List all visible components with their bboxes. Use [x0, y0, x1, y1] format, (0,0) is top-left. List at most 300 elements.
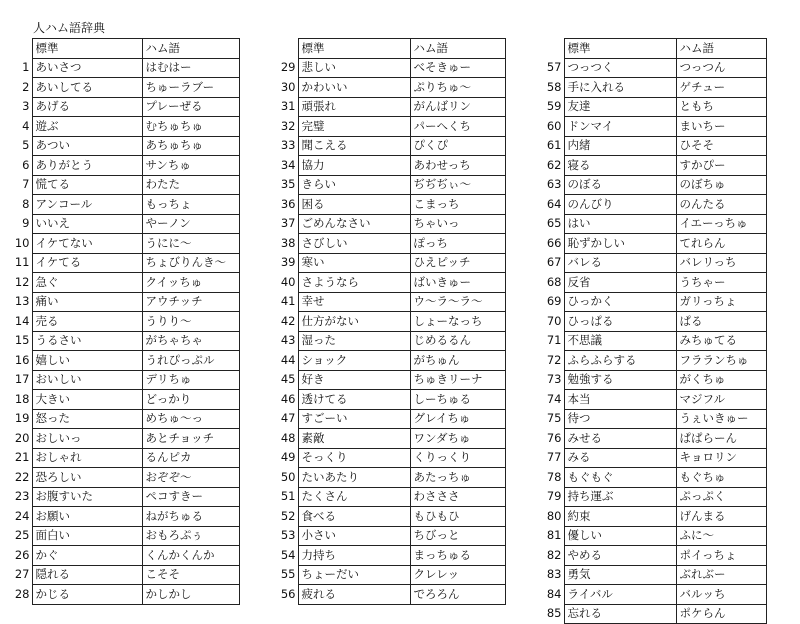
header-standard: 標準: [564, 39, 676, 59]
row-number: 5: [22, 138, 30, 153]
hamugo-word: マジフル: [676, 390, 766, 410]
hamugo-word: まいちー: [676, 117, 766, 137]
row-number: 45: [280, 372, 296, 387]
hamugo-word: くりっくり: [410, 448, 505, 468]
hamugo-word: もひもひ: [410, 507, 505, 527]
row-number: 15: [14, 333, 30, 348]
hamugo-word: めちゅ～っ: [142, 409, 239, 429]
row-number: 76: [546, 430, 562, 445]
row-number: 83: [546, 567, 562, 582]
standard-word: みる: [564, 448, 676, 468]
hamugo-word: もぐちゅ: [676, 468, 766, 488]
row-number: 61: [546, 138, 562, 153]
table-row: [280, 273, 505, 293]
row-number: 81: [546, 528, 562, 543]
row-number: 59: [546, 99, 562, 114]
table-row: [280, 390, 505, 410]
table-row: [546, 195, 766, 215]
hamugo-word: ぷりちゅ～: [410, 78, 505, 98]
hamugo-word: どっかり: [142, 390, 239, 410]
standard-word: 悲しい: [298, 58, 410, 78]
hamugo-word: ゲチュー: [676, 78, 766, 98]
row-number: 41: [280, 294, 296, 309]
table-row: [14, 78, 239, 98]
standard-word: 協力: [298, 156, 410, 176]
table-row: [14, 331, 239, 351]
standard-word: 面白い: [32, 526, 142, 546]
row-number: 85: [546, 606, 562, 621]
row-number: 54: [280, 547, 296, 562]
standard-word: きらい: [298, 175, 410, 195]
row-number: 9: [22, 216, 30, 231]
hamugo-word: もっちょ: [142, 195, 239, 215]
row-number: 62: [546, 157, 562, 172]
hamugo-word: でろろん: [410, 585, 505, 605]
standard-word: もぐもぐ: [564, 468, 676, 488]
table-row: [280, 234, 505, 254]
row-number: 60: [546, 118, 562, 133]
hamugo-word: ともち: [676, 97, 766, 117]
row-number: 49: [280, 450, 296, 465]
standard-word: すごーい: [298, 409, 410, 429]
hamugo-word: あとチョッチ: [142, 429, 239, 449]
hamugo-word: サンちゅ: [142, 156, 239, 176]
standard-word: 勇気: [564, 565, 676, 585]
table-row: [280, 292, 505, 312]
table-row: [14, 565, 239, 585]
hamugo-word: べそきゅー: [410, 58, 505, 78]
row-number: 82: [546, 547, 562, 562]
hamugo-word: あわせっち: [410, 156, 505, 176]
table-row: [546, 390, 766, 410]
table-row: [280, 78, 505, 98]
hamugo-word: うにに～: [142, 234, 239, 254]
standard-word: あげる: [32, 97, 142, 117]
row-number: 57: [546, 60, 562, 75]
row-number: 25: [14, 528, 30, 543]
table-row: [14, 585, 239, 605]
table-row: [546, 370, 766, 390]
table-row: [546, 175, 766, 195]
hamugo-word: あたっちゅ: [410, 468, 505, 488]
row-number: 77: [546, 450, 562, 465]
table-row: [14, 429, 239, 449]
row-number: 64: [546, 196, 562, 211]
table-header-row: [14, 39, 239, 59]
standard-word: 恥ずかしい: [564, 234, 676, 254]
table-row: [14, 468, 239, 488]
row-number: 7: [22, 177, 30, 192]
row-number: 13: [14, 294, 30, 309]
header-standard: 標準: [32, 39, 142, 59]
row-number: 48: [280, 430, 296, 445]
standard-word: イケてる: [32, 253, 142, 273]
row-number: 32: [280, 118, 296, 133]
standard-word: つっつく: [564, 58, 676, 78]
standard-word: かぐ: [32, 546, 142, 566]
table-row: [546, 117, 766, 137]
row-number: 39: [280, 255, 296, 270]
hamugo-word: キョロリン: [676, 448, 766, 468]
table-row: [280, 58, 505, 78]
row-number: 29: [280, 60, 296, 75]
standard-word: 透けてる: [298, 390, 410, 410]
standard-word: アンコール: [32, 195, 142, 215]
table-row: [14, 273, 239, 293]
table-row: [14, 448, 239, 468]
row-number: 75: [546, 411, 562, 426]
hamugo-word: ポケらん: [676, 604, 766, 624]
hamugo-word: しょーなっち: [410, 312, 505, 332]
standard-word: やめる: [564, 546, 676, 566]
row-number: 47: [280, 411, 296, 426]
table-row: [280, 409, 505, 429]
row-number: 6: [22, 157, 30, 172]
hamugo-word: すかぴー: [676, 156, 766, 176]
hamugo-word: イエーっちゅ: [676, 214, 766, 234]
hamugo-word: うちゃー: [676, 273, 766, 293]
table-row: [14, 136, 239, 156]
table-row: [546, 409, 766, 429]
hamugo-word: ウ～ラ～ラ～: [410, 292, 505, 312]
row-number: 22: [14, 469, 30, 484]
row-number: 16: [14, 352, 30, 367]
table-row: [280, 117, 505, 137]
standard-word: 寒い: [298, 253, 410, 273]
table-row: [280, 429, 505, 449]
standard-word: あいさつ: [32, 58, 142, 78]
standard-word: 寝る: [564, 156, 676, 176]
table-row: [14, 546, 239, 566]
standard-word: のぼる: [564, 175, 676, 195]
standard-word: 嬉しい: [32, 351, 142, 371]
table-row: [546, 565, 766, 585]
table-row: [546, 78, 766, 98]
hamugo-word: ひそそ: [676, 136, 766, 156]
table-row: [280, 97, 505, 117]
table-row: [546, 487, 766, 507]
hamugo-word: うりり～: [142, 312, 239, 332]
standard-word: ありがとう: [32, 156, 142, 176]
dictionary-table-1: [14, 38, 240, 605]
standard-word: 疲れる: [298, 585, 410, 605]
standard-word: かじる: [32, 585, 142, 605]
row-number: 19: [14, 411, 30, 426]
hamugo-word: ぷっぷく: [676, 487, 766, 507]
table-row: [14, 156, 239, 176]
table-row: [280, 312, 505, 332]
standard-word: 湿った: [298, 331, 410, 351]
table-row: [546, 604, 766, 624]
table-row: [14, 97, 239, 117]
table-row: [14, 234, 239, 254]
table-row: [546, 468, 766, 488]
table-row: [14, 312, 239, 332]
table-row: [546, 585, 766, 605]
row-number: 79: [546, 489, 562, 504]
hamugo-word: ぱる: [676, 312, 766, 332]
table-row: [280, 214, 505, 234]
table-row: [546, 448, 766, 468]
hamugo-word: ちょびりんき～: [142, 253, 239, 273]
table-row: [280, 448, 505, 468]
table-row: [14, 292, 239, 312]
row-number: 73: [546, 372, 562, 387]
hamugo-word: ペコすきー: [142, 487, 239, 507]
standard-word: 本当: [564, 390, 676, 410]
hamugo-word: ワンダちゅ: [410, 429, 505, 449]
hamugo-word: がちゅん: [410, 351, 505, 371]
hamugo-word: てれらん: [676, 234, 766, 254]
standard-word: あつい: [32, 136, 142, 156]
dictionary-table-3: [546, 38, 767, 624]
row-number: 69: [546, 294, 562, 309]
dictionary-table-2: [280, 38, 506, 605]
hamugo-word: みちゅてる: [676, 331, 766, 351]
header-number-cell: [546, 39, 564, 59]
standard-word: 仕方がない: [298, 312, 410, 332]
table-row: [546, 312, 766, 332]
hamugo-word: バレリっち: [676, 253, 766, 273]
hamugo-word: ねがちゅる: [142, 507, 239, 527]
row-number: 67: [546, 255, 562, 270]
standard-word: バレる: [564, 253, 676, 273]
standard-word: ごめんなさい: [298, 214, 410, 234]
header-hamugo: ハム語: [142, 39, 239, 59]
table-row: [546, 136, 766, 156]
hamugo-word: グレイちゅ: [410, 409, 505, 429]
standard-word: 幸せ: [298, 292, 410, 312]
hamugo-word: ちびっと: [410, 526, 505, 546]
row-number: 65: [546, 216, 562, 231]
standard-word: 遊ぶ: [32, 117, 142, 137]
standard-word: 約束: [564, 507, 676, 527]
hamugo-word: のぼちゅ: [676, 175, 766, 195]
table-row: [546, 351, 766, 371]
standard-word: うるさい: [32, 331, 142, 351]
table-row: [280, 370, 505, 390]
row-number: 35: [280, 177, 296, 192]
row-number: 51: [280, 489, 296, 504]
row-number: 27: [14, 567, 30, 582]
standard-word: たくさん: [298, 487, 410, 507]
hamugo-word: ひえピッチ: [410, 253, 505, 273]
standard-word: 隠れる: [32, 565, 142, 585]
table-row: [14, 351, 239, 371]
standard-word: はい: [564, 214, 676, 234]
header-number-cell: [14, 39, 32, 59]
table-row: [546, 234, 766, 254]
hamugo-word: クレレッ: [410, 565, 505, 585]
hamugo-word: しーちゅる: [410, 390, 505, 410]
standard-word: 慌てる: [32, 175, 142, 195]
hamugo-word: ぱぱらーん: [676, 429, 766, 449]
row-number: 12: [14, 274, 30, 289]
hamugo-word: こそそ: [142, 565, 239, 585]
hamugo-word: じめるるん: [410, 331, 505, 351]
header-hamugo: ハム語: [676, 39, 766, 59]
table-row: [280, 585, 505, 605]
standard-word: ちょーだい: [298, 565, 410, 585]
standard-word: おしいっ: [32, 429, 142, 449]
standard-word: おいしい: [32, 370, 142, 390]
table-row: [14, 390, 239, 410]
standard-word: ひっぱる: [564, 312, 676, 332]
standard-word: ショック: [298, 351, 410, 371]
standard-word: 忘れる: [564, 604, 676, 624]
hamugo-word: がんばリン: [410, 97, 505, 117]
table-row: [546, 292, 766, 312]
row-number: 34: [280, 157, 296, 172]
standard-word: 聞こえる: [298, 136, 410, 156]
standard-word: 友達: [564, 97, 676, 117]
standard-word: 反省: [564, 273, 676, 293]
standard-word: 内緒: [564, 136, 676, 156]
row-number: 28: [14, 586, 30, 601]
hamugo-word: げんまる: [676, 507, 766, 527]
standard-word: 待つ: [564, 409, 676, 429]
table-row: [546, 97, 766, 117]
table-row: [280, 136, 505, 156]
row-number: 70: [546, 313, 562, 328]
hamugo-word: ポイっちょ: [676, 546, 766, 566]
table-row: [14, 487, 239, 507]
standard-word: さようなら: [298, 273, 410, 293]
row-number: 1: [22, 60, 30, 75]
standard-word: ライバル: [564, 585, 676, 605]
hamugo-word: ちゅきリーナ: [410, 370, 505, 390]
table-row: [546, 507, 766, 527]
row-number: 8: [22, 196, 30, 211]
hamugo-word: アウチッチ: [142, 292, 239, 312]
standard-word: 恐ろしい: [32, 468, 142, 488]
standard-word: 力持ち: [298, 546, 410, 566]
standard-word: 急ぐ: [32, 273, 142, 293]
table-row: [280, 156, 505, 176]
standard-word: 好き: [298, 370, 410, 390]
table-row: [546, 429, 766, 449]
table-row: [14, 409, 239, 429]
row-number: 24: [14, 508, 30, 523]
hamugo-word: まっちゅる: [410, 546, 505, 566]
standard-word: あいしてる: [32, 78, 142, 98]
standard-word: 頑張れ: [298, 97, 410, 117]
row-number: 53: [280, 528, 296, 543]
hamugo-word: おぞぞ～: [142, 468, 239, 488]
standard-word: そっくり: [298, 448, 410, 468]
hamugo-word: バルッち: [676, 585, 766, 605]
standard-word: たいあたり: [298, 468, 410, 488]
header-standard: 標準: [298, 39, 410, 59]
row-number: 40: [280, 274, 296, 289]
hamugo-word: ちゃいっ: [410, 214, 505, 234]
row-number: 50: [280, 469, 296, 484]
row-number: 17: [14, 372, 30, 387]
hamugo-word: おもろぷぅ: [142, 526, 239, 546]
row-number: 84: [546, 586, 562, 601]
hamugo-word: わたた: [142, 175, 239, 195]
table-row: [14, 214, 239, 234]
hamugo-word: デリちゅ: [142, 370, 239, 390]
header-number-cell: [280, 39, 298, 59]
standard-word: 勉強する: [564, 370, 676, 390]
table-row: [280, 175, 505, 195]
hamugo-word: ガリっちょ: [676, 292, 766, 312]
standard-word: 困る: [298, 195, 410, 215]
standard-word: 食べる: [298, 507, 410, 527]
hamugo-word: パーへくち: [410, 117, 505, 137]
standard-word: お腹すいた: [32, 487, 142, 507]
row-number: 55: [280, 567, 296, 582]
standard-word: さびしい: [298, 234, 410, 254]
table-row: [546, 331, 766, 351]
row-number: 66: [546, 235, 562, 250]
table-row: [280, 507, 505, 527]
row-number: 36: [280, 196, 296, 211]
hamugo-word: ぢぢぢぃ～: [410, 175, 505, 195]
standard-word: 売る: [32, 312, 142, 332]
hamugo-word: ばいきゅー: [410, 273, 505, 293]
hamugo-word: わさささ: [410, 487, 505, 507]
row-number: 46: [280, 391, 296, 406]
standard-word: 小さい: [298, 526, 410, 546]
standard-word: 完璧: [298, 117, 410, 137]
standard-word: みせる: [564, 429, 676, 449]
table-row: [280, 487, 505, 507]
row-number: 44: [280, 352, 296, 367]
hamugo-word: ちゅーラブー: [142, 78, 239, 98]
table-header-row: [280, 39, 505, 59]
row-number: 80: [546, 508, 562, 523]
standard-word: のんびり: [564, 195, 676, 215]
table-row: [546, 58, 766, 78]
row-number: 71: [546, 333, 562, 348]
row-number: 38: [280, 235, 296, 250]
row-number: 58: [546, 79, 562, 94]
table-row: [14, 58, 239, 78]
table-row: [280, 526, 505, 546]
row-number: 30: [280, 79, 296, 94]
table-row: [280, 468, 505, 488]
hamugo-word: ふに～: [676, 526, 766, 546]
hamugo-word: くんかくんか: [142, 546, 239, 566]
table-header-row: [546, 39, 766, 59]
row-number: 21: [14, 450, 30, 465]
table-row: [546, 156, 766, 176]
standard-word: 素敵: [298, 429, 410, 449]
hamugo-word: ぴくぴ: [410, 136, 505, 156]
standard-word: 大きい: [32, 390, 142, 410]
table-row: [546, 546, 766, 566]
table-row: [280, 565, 505, 585]
row-number: 78: [546, 469, 562, 484]
row-number: 33: [280, 138, 296, 153]
standard-word: ひっかく: [564, 292, 676, 312]
hamugo-word: うれぴっぷル: [142, 351, 239, 371]
row-number: 4: [22, 118, 30, 133]
table-row: [280, 351, 505, 371]
table-row: [14, 175, 239, 195]
row-number: 52: [280, 508, 296, 523]
table-row: [546, 253, 766, 273]
hamugo-word: ぽっち: [410, 234, 505, 254]
row-number: 26: [14, 547, 30, 562]
row-number: 3: [22, 99, 30, 114]
hamugo-word: プレーぜる: [142, 97, 239, 117]
table-row: [280, 546, 505, 566]
page-title: 人ハム語辞典: [33, 21, 106, 35]
hamugo-word: がくちゅ: [676, 370, 766, 390]
